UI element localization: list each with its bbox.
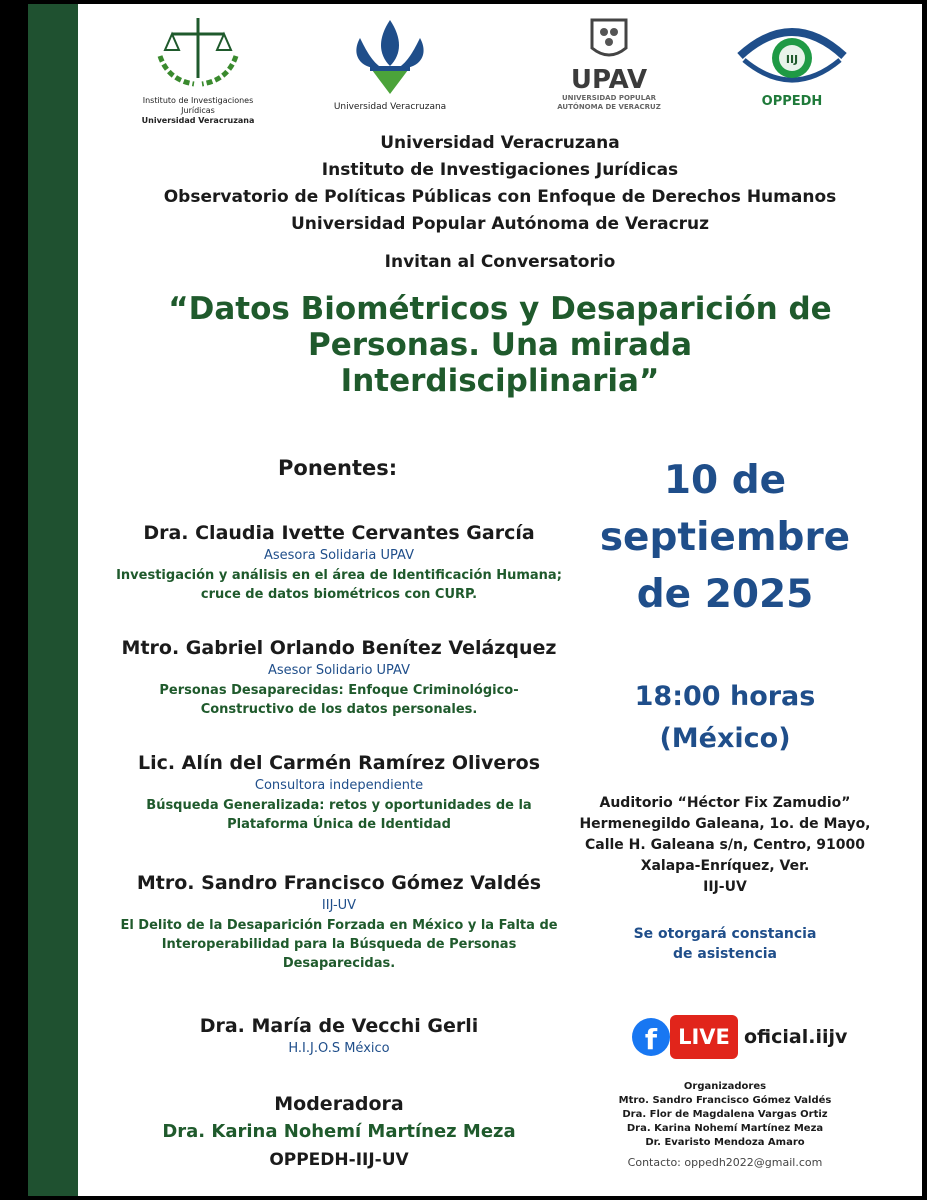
speaker-1-topic-line-1: Investigación y análisis en el área de Identificación Humana; (116, 568, 562, 583)
side-green-bar (28, 4, 78, 1196)
speaker-4 (88, 870, 590, 973)
moderator-name: Dra. Karina Nohemí Martínez Meza (162, 1121, 516, 1142)
iij-logo-caption-line-2: Universidad Veracruzana (141, 116, 255, 125)
organizer-name-1: Mtro. Sandro Francisco Gómez Valdés (618, 1095, 832, 1106)
oppedh-inner-label: IIJ (785, 53, 799, 66)
speaker-3-topic-line-1: Búsqueda Generalizada: retos y oportunidades de la (146, 798, 532, 813)
event-title-line-3: Interdisciplinaria” (340, 363, 660, 399)
facebook-icon[interactable]: f (632, 1018, 670, 1056)
event-title (78, 291, 922, 399)
speaker-2-topic-line-2: Constructivo de los datos personales. (200, 702, 478, 717)
event-date-line-3: de 2025 (636, 572, 814, 617)
speaker-5-role: H.I.J.O.S México (288, 1041, 390, 1056)
uv-logo (320, 16, 460, 116)
certificate-line-1: Se otorgará constancia (633, 926, 817, 942)
speaker-2-role: Asesor Solidario UPAV (267, 663, 411, 678)
contact-email[interactable]: Contacto: oppedh2022@gmail.com (627, 1156, 823, 1169)
oppedh-wordmark: OPPEDH (761, 94, 823, 109)
moderator-block (88, 1090, 590, 1174)
upav-caption-line-2: AUTÓNOMA DE VERACRUZ (557, 103, 661, 111)
event-title-line-2: Personas. Una mirada (308, 327, 692, 363)
organizers-heading: Organizadores (683, 1081, 767, 1092)
speaker-1 (88, 520, 590, 604)
fleur-de-lis-icon (320, 16, 460, 98)
scales-of-justice-icon (138, 12, 258, 92)
header-org-line-3: Observatorio de Políticas Públicas con Enfoque de Derechos Humanos (163, 187, 837, 207)
speaker-5 (88, 1013, 590, 1059)
event-time (572, 676, 878, 760)
upav-emblem-icon (554, 18, 664, 62)
speaker-2-topic-line-1: Personas Desaparecidas: Enfoque Criminológico- (159, 683, 519, 698)
event-date (572, 452, 878, 623)
speaker-2 (88, 635, 590, 719)
ponentes-heading: Ponentes: (278, 456, 398, 480)
iij-logo-caption-line-1: Instituto de Investigaciones Jurídicas (142, 96, 254, 115)
invite-line: Invitan al Conversatorio (384, 252, 616, 272)
speaker-1-topic-line-2: cruce de datos biométricos con CURP. (200, 587, 478, 602)
speaker-3-role: Consultora independiente (254, 778, 424, 793)
live-badge: LIVE (670, 1015, 738, 1059)
speaker-1-role: Asesora Solidaria UPAV (263, 548, 414, 563)
header-org-line-2: Instituto de Investigaciones Jurídicas (321, 160, 679, 180)
oppedh-logo (734, 20, 850, 116)
organizers-block (572, 1080, 878, 1150)
upav-logo (554, 18, 664, 118)
organizer-name-3: Dra. Karina Nohemí Martínez Meza (626, 1123, 824, 1134)
event-title-line-1: “Datos Biométricos y Desaparición de (168, 291, 832, 327)
upav-wordmark: UPAV (570, 65, 648, 95)
venue-line-1: Auditorio “Héctor Fix Zamudio” (599, 795, 851, 811)
event-time-line-1: 18:00 horas (634, 681, 816, 712)
uv-logo-caption: Universidad Veracruzana (333, 102, 447, 112)
venue (572, 793, 878, 898)
venue-line-2: Hermenegildo Galeana, 1o. de Mayo, (579, 816, 871, 832)
speaker-1-name: Dra. Claudia Ivette Cervantes García (143, 522, 535, 544)
speaker-4-topic-line-1: El Delito de la Desaparición Forzada en México y la Falta de (120, 918, 558, 933)
organizer-name-4: Dr. Evaristo Mendoza Amaro (645, 1137, 805, 1148)
header-org-line-1: Universidad Veracruzana (380, 133, 620, 153)
moderator-org: OPPEDH-IIJ-UV (269, 1150, 409, 1170)
speaker-3-topic-line-2: Plataforma Única de Identidad (227, 817, 451, 832)
venue-line-3: Calle H. Galeana s/n, Centro, 91000 (584, 837, 866, 853)
social-handle[interactable]: oficial.iijv (744, 1026, 848, 1048)
event-time-line-2: (México) (659, 723, 791, 754)
speaker-4-name: Mtro. Sandro Francisco Gómez Valdés (136, 872, 542, 894)
upav-caption-line-1: UNIVERSIDAD POPULAR (561, 94, 657, 102)
speaker-4-role: IIJ-UV (321, 898, 357, 913)
organizers-header (78, 130, 922, 238)
speaker-4-topic-line-3: Desaparecidas. (282, 956, 396, 971)
venue-line-4: Xalapa-Enríquez, Ver. (640, 858, 810, 874)
speaker-4-topic-line-2: Interoperabilidad para la Búsqueda de Personas (161, 937, 517, 952)
certificate-note (572, 924, 878, 964)
moderator-heading: Moderadora (274, 1093, 404, 1115)
speaker-3-name: Lic. Alín del Carmén Ramírez Oliveros (137, 752, 541, 774)
certificate-line-2: de asistencia (672, 946, 777, 962)
event-date-line-1: 10 de (663, 458, 787, 503)
eye-icon (734, 20, 850, 90)
speaker-5-name: Dra. María de Vecchi Gerli (199, 1015, 479, 1037)
speaker-3 (88, 750, 590, 834)
header-org-line-4: Universidad Popular Autónoma de Veracruz (290, 214, 710, 234)
venue-line-5: IIJ-UV (703, 879, 747, 895)
iij-logo (138, 12, 258, 125)
poster-paper (78, 4, 922, 1196)
event-date-line-2: septiembre (599, 515, 851, 560)
speaker-2-name: Mtro. Gabriel Orlando Benítez Velázquez (121, 637, 557, 659)
organizer-name-2: Dra. Flor de Magdalena Vargas Ortiz (622, 1109, 828, 1120)
